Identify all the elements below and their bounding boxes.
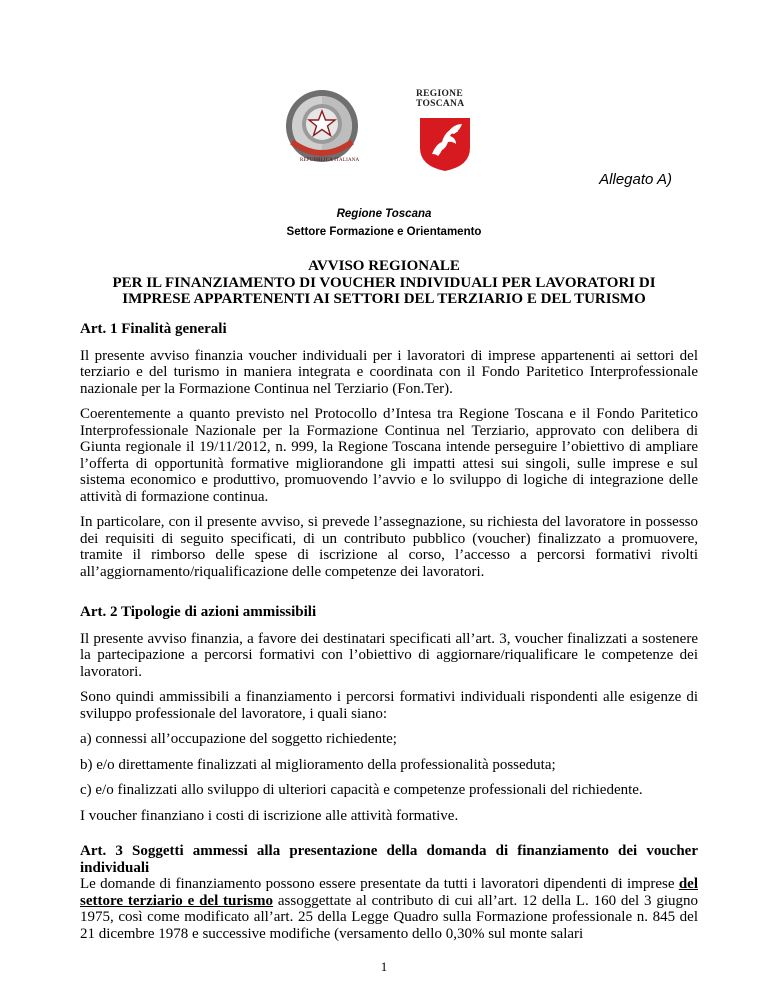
title-line3: IMPRESE APPARTENENTI AI SETTORI DEL TERZIARIO E DEL TURISMO — [122, 291, 646, 307]
art2-section — [80, 604, 698, 824]
art3-text-start: Le domande di finanziamento possono essere presentate da tutti i lavoratori dipendenti di imprese — [80, 876, 675, 892]
art2-item-a: a) connessi all’occupazione del soggetto richiedente; — [80, 731, 397, 747]
regione-toscana-logo — [416, 89, 476, 109]
art1-heading: Art. 1 Finalità generali — [80, 321, 227, 337]
art1-section — [80, 321, 698, 580]
italian-republic-emblem — [282, 86, 362, 166]
art3-heading: Art. 3 Soggetti ammessi alla presentazione della domanda di finanziamento dei voucher individuali — [80, 843, 698, 876]
logo-text-line1: REGIONE — [416, 89, 463, 99]
art2-paragraph-2: Sono quindi ammissibili a finanziamento i percorsi formativi individuali rispondenti alle esigenze di sviluppo professionale del lavoratore, i quali siano: — [80, 689, 698, 722]
art2-item-c: c) e/o finalizzati allo sviluppo di ulteriori capacità e competenze professionali del richiedente. — [80, 782, 643, 798]
art2-paragraph-1: Il presente avviso finanzia, a favore dei destinatari specificati all’art. 3, voucher finalizzati a sostenere la partecipazione a percorsi formativi con l’obiettivo di aggiornare/riqualificare le competenze dei lavoratori. — [80, 630, 698, 680]
sector-name: Settore Formazione e Orientamento — [286, 226, 482, 238]
art3-section — [80, 843, 698, 942]
title-line1: AVVISO REGIONALE — [308, 258, 460, 274]
emblem-ribbon-text: REPUBBLICA ITALIANA — [300, 158, 360, 163]
logo-text-line2: TOSCANA — [416, 99, 465, 109]
allegato-label: Allegato A) — [599, 171, 672, 188]
art3-paragraph-1 — [80, 876, 698, 942]
art2-heading: Art. 2 Tipologie di azioni ammissibili — [80, 604, 317, 620]
title-line2: PER IL FINANZIAMENTO DI VOUCHER INDIVIDUALI PER LAVORATORI DI — [112, 274, 656, 291]
region-name: Regione Toscana — [336, 208, 432, 220]
art1-paragraph-2: Coerentemente a quanto previsto nel Protocollo d’Intesa tra Regione Toscana e il Fondo Paritetico Interprofessionale Nazionale per la Formazione Continua nel Terziario, approvato con delibera di Giunta regionale il 19/11/2012, n. 999, la Regione Toscana intende perseguire l’obiettivo di ampliare l’offerta di opportunità formative migliorandone gli impatti attesi sui singoli, sulle imprese e sul sistema economico e produttivo, promuovendo l’avvio e lo sviluppo di logiche di integrazione delle attività di formazione continua. — [80, 406, 698, 505]
art3-text-end: assoggettate al contributo di cui all’art. 12 della L. 160 del 3 giugno 1975, così come modificato all’art. 25 della Legge Quadro sulla Formazione professionale n. 845 del 21 dicembre 1978 e successive modifiche (versamento dello 0,30% sul monte salari — [80, 892, 698, 942]
document-title — [80, 258, 688, 308]
art1-paragraph-1: Il presente avviso finanzia voucher individuali per i lavoratori di imprese appartenenti ai settori del terziario e del turismo in maniera integrata e coordinata con il Fondo Paritetico Interprofessionale nazionale per la Formazione Continua nel Terziario (Fon.Ter). — [80, 347, 698, 397]
page-number: 1 — [380, 959, 388, 974]
art2-item-b: b) e/o direttamente finalizzati al miglioramento della professionalità posseduta; — [80, 756, 556, 773]
art3-underlined-sector: del settore terziario e del turismo — [80, 876, 699, 909]
art1-paragraph-3: In particolare, con il presente avviso, si prevede l’assegnazione, su richiesta del lavoratore in possesso dei requisiti di seguito specificati, di un contributo pubblico (voucher) finalizzato a promuovere, tramite il rimborso delle spese di iscrizione al corso, l’accesso a percorsi formativi rivolti all’aggiornamento/riqualificazione delle competenze dei lavoratori. — [80, 514, 698, 580]
pegasus-shield-icon — [418, 116, 472, 172]
art2-paragraph-3: I voucher finanziano i costi di iscrizione alle attività formative. — [80, 807, 459, 824]
